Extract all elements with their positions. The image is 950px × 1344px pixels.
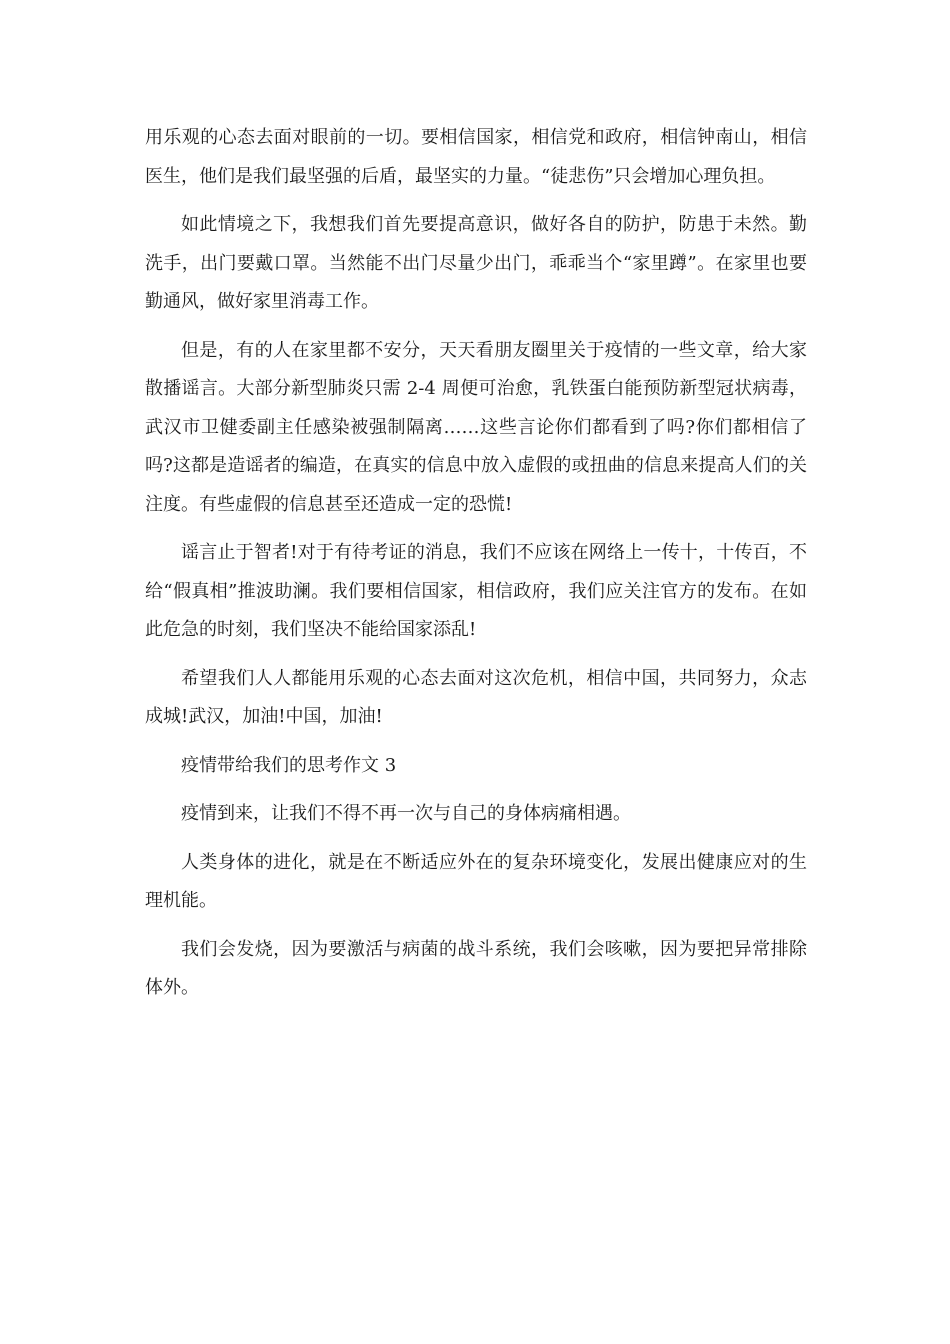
paragraph-5: 希望我们人人都能用乐观的心态去面对这次危机，相信中国，共同努力，众志成城!武汉，加油!中国，加油! bbox=[145, 667, 807, 727]
paragraph-4: 谣言止于智者!对于有待考证的消息，我们不应该在网络上一传十，十传百，不给“假真相”推波助澜。我们要相信国家，相信政府，我们应关注官方的发布。在如此危急的时刻，我们坚决不能给国家添乱! bbox=[145, 542, 807, 640]
paragraph-7: 人类身体的进化，就是在不断适应外在的复杂环境变化，发展出健康应对的生理机能。 bbox=[145, 851, 807, 911]
paragraph-1: 用乐观的心态去面对眼前的一切。要相信国家，相信党和政府，相信钟南山，相信医生，他们是我们最坚强的后盾，最坚实的力量。“徒悲伤”只会增加心理负担。 bbox=[145, 127, 807, 187]
paragraph-6: 疫情到来，让我们不得不再一次与自己的身体病痛相遇。 bbox=[181, 803, 631, 824]
paragraph-8: 我们会发烧，因为要激活与病菌的战斗系统，我们会咳嗽，因为要把异常排除体外。 bbox=[145, 938, 807, 998]
section-heading: 疫情带给我们的思考作文 3 bbox=[181, 754, 397, 776]
paragraph-2: 如此情境之下，我想我们首先要提高意识，做好各自的防护，防患于未然。勤洗手，出门要戴口罩。当然能不出门尽量少出门，乖乖当个“家里蹲”。在家里也要勤通风，做好家里消毒工作。 bbox=[145, 214, 807, 312]
document-body bbox=[145, 119, 807, 1018]
paragraph-3: 但是，有的人在家里都不安分，天天看朋友圈里关于疫情的一些文章，给大家散播谣言。大部分新型肺炎只需 2-4 周便可治愈，乳铁蛋白能预防新型冠状病毒，武汉市卫健委副主任感染被强制隔离……这些言论你们都看到了吗?你们都相信了吗?这都是造谣者的编造，在真实的信息中放入虚假的或扭曲的信息来提高人们的关注度。有些虚假的信息甚至还造成一定的恐慌! bbox=[145, 339, 807, 515]
